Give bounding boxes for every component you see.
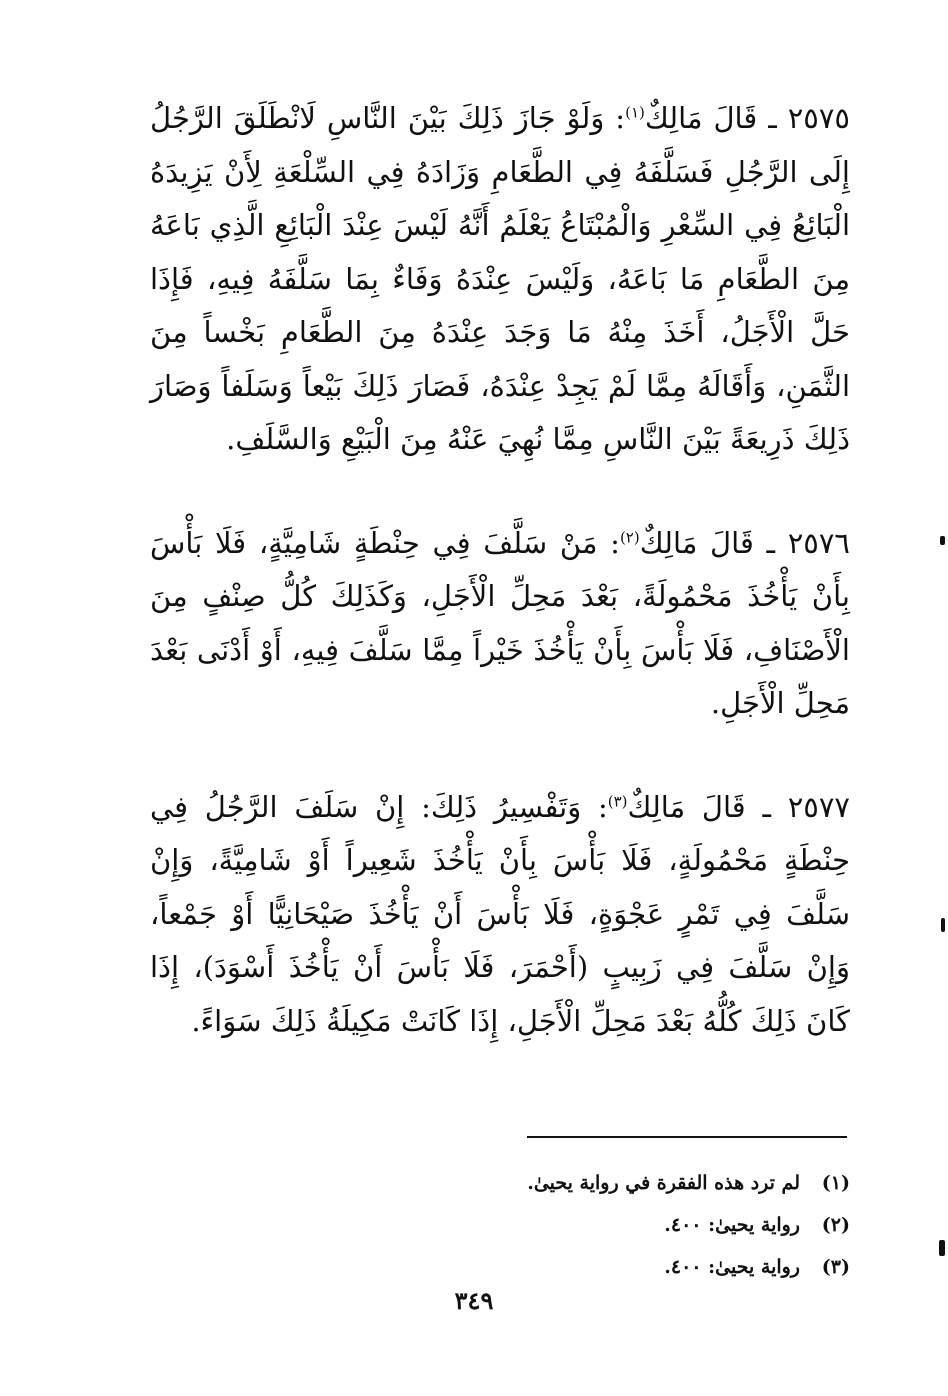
footnote-2 xyxy=(290,1204,850,1246)
footnotes xyxy=(290,1162,850,1288)
footnote-number: (٢) xyxy=(821,1214,850,1236)
paragraph-2575 xyxy=(150,92,850,467)
paragraph-text: : مَنْ سَلَّفَ فِي حِنْطَةٍ شَامِيَّةٍ، فَلَا بَأْسَ بِأَنْ يَأْخُذَ مَحْمُولَةً، بَعْدَ مَحِلِّ الْأَجَلِ، وَكَذَلِكَ كُلُّ صِنْفٍ مِنَ الْأَصْنَافِ، فَلَا بَأْسَ بِأَنْ يَأْخُذَ خَيْراً مِمَّا سَلَّفَ فِيهِ، أَوْ أَدْنَى بَعْدَ مَحِلِّ الْأَجَلِ. xyxy=(150,525,850,720)
paragraph-dash: ـ xyxy=(766,525,776,560)
footnote-ref-2: (٢) xyxy=(619,527,640,546)
paragraph-number: ٢٥٧٧ xyxy=(787,789,851,824)
scan-edge-mark xyxy=(940,536,945,545)
paragraph-dash: ـ xyxy=(762,789,771,824)
paragraph-text: : وَتَفْسِيرُ ذَلِكَ: إِنْ سَلَفَ الرَّجُلُ فِي حِنْطَةٍ مَحْمُولَةٍ، فَلَا بَأْسَ بِأَنْ يَأْخُذَ شَعِيراً أَوْ شَامِيَّةً، وَإِنْ سَلَّفَ فِي تَمْرٍ عَجْوَةٍ، فَلَا بَأْسَ أَنْ يَأْخُذَ صَيْحَانِيًّا أَوْ جَمْعاً، وَإِنْ سَلَّفَ فِي زَبِيبٍ (أَحْمَرَ، فَلَا بَأْسَ أَنْ يَأْخُذَ أَسْوَدَ)، إِذَا كَانَ ذَلِكَ كُلُّهُ بَعْدَ مَحِلِّ الْأَجَلِ، إِذَا كَانَتْ مَكِيلَةُ ذَلِكَ سَوَاءً. xyxy=(150,789,850,1038)
scan-edge-mark xyxy=(939,1240,945,1256)
footnote-3 xyxy=(290,1246,850,1288)
speaker: قَالَ مَالِكٌ xyxy=(639,525,754,560)
paragraph-2577 xyxy=(150,781,850,1049)
paragraph-number: ٢٥٧٥ xyxy=(787,101,850,135)
paragraph-number: ٢٥٧٦ xyxy=(787,525,851,560)
paragraph-2576 xyxy=(150,517,850,731)
footnote-text: لم ترد هذه الفقرة في رواية يحيىٰ. xyxy=(527,1172,800,1194)
footnote-ref-1: (١) xyxy=(625,103,645,122)
footnote-ref-3: (٣) xyxy=(607,791,628,810)
scan-edge-mark xyxy=(941,918,945,932)
footnote-text: رواية يحيىٰ: ٤٠٠. xyxy=(664,1214,800,1236)
footnote-1 xyxy=(290,1162,850,1204)
speaker: قَالَ مَالِكٌ xyxy=(627,789,746,824)
speaker: قَالَ مَالِكٌ xyxy=(644,101,758,135)
footnote-text: رواية يحيىٰ: ٤٠٠. xyxy=(664,1256,800,1278)
paragraph-dash: ـ xyxy=(768,101,777,135)
page-number: ٣٤٩ xyxy=(454,1286,494,1315)
paragraph-text: : وَلَوْ جَازَ ذَلِكَ بَيْنَ النَّاسِ لَانْطَلَقَ الرَّجُلُ إِلَى الرَّجُلِ فَسَلَّفَهُ فِي الطَّعَامِ وَزَادَهُ فِي السِّلْعَةِ لِأَنْ يَزِيدَهُ الْبَائِعُ فِي السِّعْرِ وَالْمُبْتَاعُ يَعْلَمُ أَنَّهُ لَيْسَ عِنْدَ الْبَائِعِ الَّذِي بَاعَهُ مِنَ الطَّعَامِ مَا بَاعَهُ، وَلَيْسَ عِنْدَهُ وَفَاءٌ بِمَا سَلَّفَهُ فِيهِ، فَإِذَا حَلَّ الْأَجَلُ، أَخَذَ مِنْهُ مَا وَجَدَ عِنْدَهُ مِنَ الطَّعَامِ بَخْساً مِنَ الثَّمَنِ، وَأَقَالَهُ مِمَّا لَمْ يَجِدْ عِنْدَهُ، فَصَارَ ذَلِكَ بَيْعاً وَسَلَفاً وَصَارَ ذَلِكَ ذَرِيعَةً بَيْنَ النَّاسِ مِمَّا نُهِيَ عَنْهُ مِنَ الْبَيْعِ وَالسَّلَفِ. xyxy=(150,101,850,456)
footnote-number: (١) xyxy=(821,1172,850,1194)
footnote-separator xyxy=(527,1136,847,1138)
footnote-number: (٣) xyxy=(821,1256,850,1278)
main-text xyxy=(150,92,850,1048)
